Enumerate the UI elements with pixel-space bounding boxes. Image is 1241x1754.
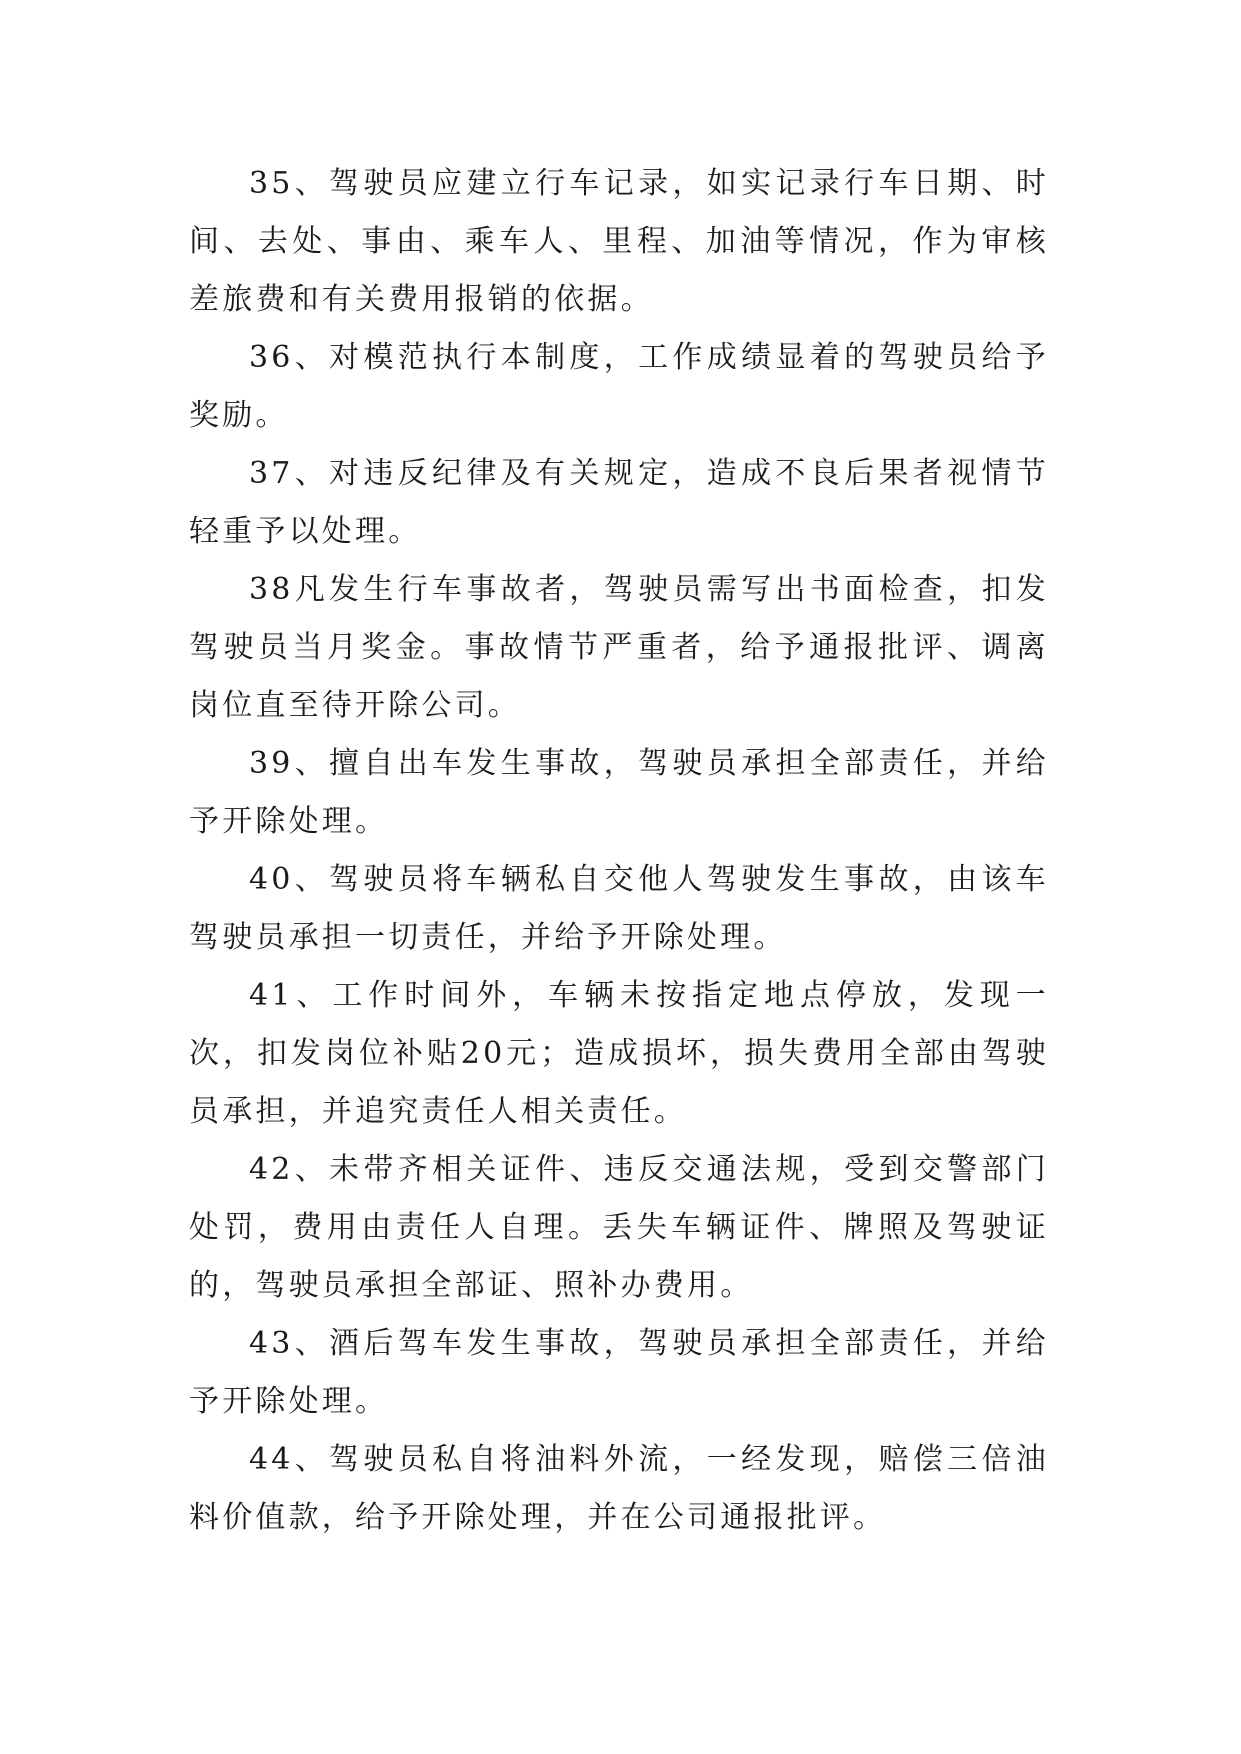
paragraph-42: 42、未带齐相关证件、违反交通法规，受到交警部门处罚，费用由责任人自理。丢失车辆证件、牌照及驾驶证的，驾驶员承担全部证、照补办费用。 [189,1152,1049,1303]
paragraph-43: 43、酒后驾车发生事故，驾驶员承担全部责任，并给予开除处理。 [189,1326,1049,1419]
paragraph-41: 41、工作时间外，车辆未按指定地点停放，发现一次，扣发岗位补贴20元；造成损坏，损失费用全部由驾驶员承担，并追究责任人相关责任。 [189,978,1049,1129]
paragraph-36: 36、对模范执行本制度，工作成绩显着的驾驶员给予奖励。 [189,340,1049,433]
paragraph-39: 39、擅自出车发生事故，驾驶员承担全部责任，并给予开除处理。 [189,746,1049,839]
paragraph-40: 40、驾驶员将车辆私自交他人驾驶发生事故，由该车驾驶员承担一切责任，并给予开除处理。 [189,862,1049,955]
paragraph-37: 37、对违反纪律及有关规定，造成不良后果者视情节轻重予以处理。 [189,456,1049,549]
paragraph-44: 44、驾驶员私自将油料外流，一经发现，赔偿三倍油料价值款，给予开除处理，并在公司通报批评。 [189,1442,1049,1535]
document-body [189,155,1049,1547]
paragraph-38: 38凡发生行车事故者，驾驶员需写出书面检查，扣发驾驶员当月奖金。事故情节严重者，给予通报批评、调离岗位直至待开除公司。 [189,572,1049,723]
paragraph-35: 35、驾驶员应建立行车记录，如实记录行车日期、时间、去处、事由、乘车人、里程、加油等情况，作为审核差旅费和有关费用报销的依据。 [189,166,1049,317]
